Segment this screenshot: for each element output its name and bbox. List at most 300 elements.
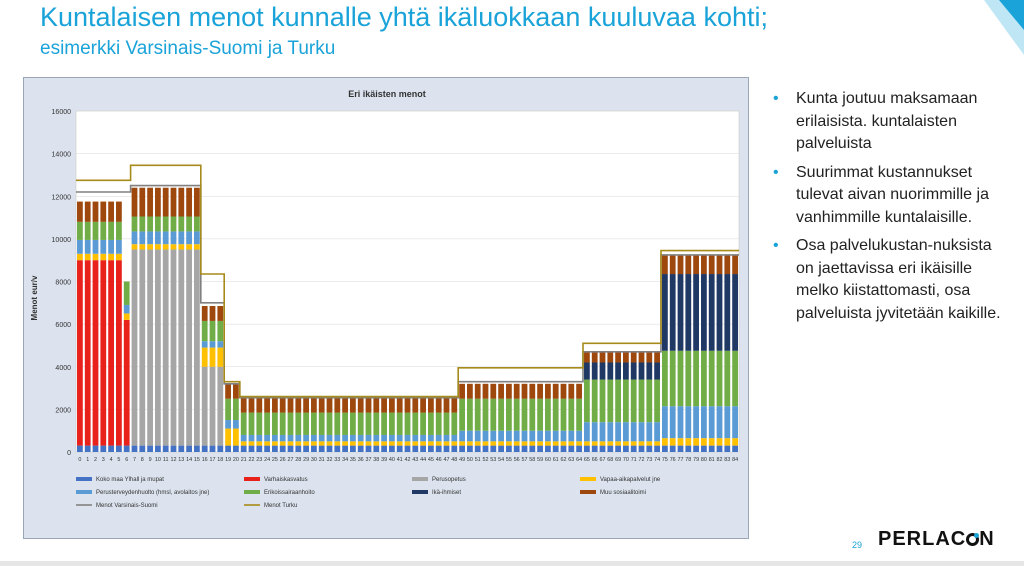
bar-segment bbox=[506, 399, 512, 431]
bar-segment bbox=[412, 398, 418, 413]
bar-segment bbox=[646, 352, 652, 363]
x-tick-label: 57 bbox=[521, 457, 528, 463]
bar-segment bbox=[678, 351, 684, 406]
bar-segment bbox=[194, 231, 200, 244]
x-tick-label: 65 bbox=[583, 457, 590, 463]
bar-segment bbox=[654, 446, 660, 452]
bar-segment bbox=[459, 441, 465, 445]
bar-segment bbox=[623, 446, 629, 452]
bar-segment bbox=[93, 240, 99, 254]
bar-segment bbox=[108, 240, 114, 254]
x-tick-label: 31 bbox=[318, 457, 325, 463]
legend-item bbox=[76, 503, 158, 509]
bar-segment bbox=[171, 231, 177, 244]
x-tick-label: 71 bbox=[630, 457, 637, 463]
x-tick-label: 63 bbox=[568, 457, 575, 463]
x-tick-label: 77 bbox=[677, 457, 684, 463]
x-tick-label: 36 bbox=[357, 457, 364, 463]
x-tick-label: 16 bbox=[201, 457, 208, 463]
bar-segment bbox=[436, 441, 442, 445]
y-axis-label: Menot eur/v bbox=[30, 275, 39, 321]
bar-segment bbox=[100, 240, 106, 254]
x-tick-label: 46 bbox=[435, 457, 442, 463]
bar-segment bbox=[186, 446, 192, 452]
bar-segment bbox=[607, 352, 613, 363]
bar-segment bbox=[654, 380, 660, 423]
bar-segment bbox=[498, 384, 504, 399]
bar-segment bbox=[654, 362, 660, 379]
x-tick-label: 5 bbox=[117, 457, 121, 463]
bar-segment bbox=[241, 398, 247, 413]
bar-segment bbox=[436, 413, 442, 435]
bar-segment bbox=[553, 431, 559, 442]
bar-segment bbox=[194, 216, 200, 231]
bar-segment bbox=[592, 441, 598, 445]
bar-segment bbox=[709, 438, 715, 445]
x-tick-label: 25 bbox=[271, 457, 278, 463]
bar-segment bbox=[568, 384, 574, 399]
bar-segment bbox=[576, 431, 582, 442]
bar-segment bbox=[685, 274, 691, 351]
x-tick-label: 68 bbox=[607, 457, 614, 463]
bar-segment bbox=[264, 441, 270, 445]
bar-segment bbox=[389, 446, 395, 452]
bar-segment bbox=[295, 446, 301, 452]
x-tick-label: 61 bbox=[552, 457, 559, 463]
bar-segment bbox=[217, 348, 223, 367]
bar-segment bbox=[311, 446, 317, 452]
bar-segment bbox=[459, 384, 465, 399]
bar-segment bbox=[506, 384, 512, 399]
bar-segment bbox=[639, 446, 645, 452]
bar-segment bbox=[163, 231, 169, 244]
bar-segment bbox=[210, 306, 216, 321]
x-tick-label: 79 bbox=[693, 457, 700, 463]
bar-segment bbox=[623, 380, 629, 423]
x-tick-label: 81 bbox=[708, 457, 715, 463]
bar-segment bbox=[639, 380, 645, 423]
bar-segment bbox=[717, 274, 723, 351]
bar-segment bbox=[358, 398, 364, 413]
bar-segment bbox=[77, 446, 83, 452]
bar-segment bbox=[202, 367, 208, 446]
bar-segment bbox=[623, 422, 629, 441]
bar-segment bbox=[358, 446, 364, 452]
x-tick-label: 58 bbox=[529, 457, 536, 463]
bar-segment bbox=[319, 446, 325, 452]
x-tick-label: 70 bbox=[622, 457, 629, 463]
x-tick-label: 51 bbox=[474, 457, 481, 463]
bar-segment bbox=[592, 362, 598, 379]
bar-segment bbox=[444, 435, 450, 441]
bar-segment bbox=[678, 274, 684, 351]
bar-segment bbox=[561, 441, 567, 445]
bar-segment bbox=[732, 255, 738, 274]
bar-segment bbox=[358, 441, 364, 445]
bar-segment bbox=[584, 380, 590, 423]
bar-segment bbox=[607, 362, 613, 379]
bar-segment bbox=[639, 441, 645, 445]
bar-segment bbox=[93, 254, 99, 260]
bar-segment bbox=[412, 441, 418, 445]
bar-segment bbox=[592, 422, 598, 441]
bar-segment bbox=[467, 399, 473, 431]
bar-segment bbox=[85, 240, 91, 254]
bar-segment bbox=[631, 441, 637, 445]
bar-segment bbox=[373, 435, 379, 441]
bar-segment bbox=[451, 435, 457, 441]
bar-segment bbox=[537, 384, 543, 399]
legend-swatch bbox=[76, 477, 92, 481]
x-tick-label: 84 bbox=[732, 457, 739, 463]
bar-segment bbox=[701, 351, 707, 406]
bar-segment bbox=[701, 274, 707, 351]
bar-segment bbox=[475, 399, 481, 431]
bar-segment bbox=[225, 384, 231, 399]
bar-segment bbox=[576, 441, 582, 445]
bar-segment bbox=[139, 446, 145, 452]
bar-segment bbox=[561, 446, 567, 452]
bar-segment bbox=[678, 255, 684, 274]
legend-swatch bbox=[580, 477, 596, 481]
bar-segment bbox=[631, 352, 637, 363]
bar-segment bbox=[670, 446, 676, 452]
legend-swatch bbox=[580, 490, 596, 494]
bar-segment bbox=[147, 216, 153, 231]
bar-segment bbox=[709, 255, 715, 274]
bar-segment bbox=[389, 441, 395, 445]
bar-segment bbox=[381, 446, 387, 452]
bar-segment bbox=[186, 216, 192, 231]
x-tick-label: 22 bbox=[248, 457, 255, 463]
y-tick-label: 6000 bbox=[55, 322, 71, 330]
x-tick-label: 47 bbox=[443, 457, 450, 463]
bar-segment bbox=[249, 441, 255, 445]
bar-segment bbox=[701, 255, 707, 274]
bar-segment bbox=[311, 398, 317, 413]
bar-segment bbox=[132, 250, 138, 446]
bar-segment bbox=[100, 202, 106, 222]
bar-segment bbox=[490, 431, 496, 442]
bar-segment bbox=[623, 362, 629, 379]
bar-segment bbox=[171, 216, 177, 231]
bar-segment bbox=[412, 413, 418, 435]
bullet-dot-icon: • bbox=[773, 163, 779, 181]
bar-segment bbox=[506, 441, 512, 445]
bar-segment bbox=[670, 351, 676, 406]
bar-segment bbox=[529, 446, 535, 452]
y-tick-label: 12000 bbox=[51, 194, 71, 202]
bar-segment bbox=[366, 441, 372, 445]
bar-segment bbox=[490, 446, 496, 452]
bar-segment bbox=[607, 422, 613, 441]
x-tick-label: 24 bbox=[264, 457, 271, 463]
bar-segment bbox=[467, 384, 473, 399]
bar-segment bbox=[724, 351, 730, 406]
bar-segment bbox=[483, 431, 489, 442]
x-tick-label: 13 bbox=[178, 457, 185, 463]
x-tick-label: 74 bbox=[654, 457, 661, 463]
x-tick-label: 38 bbox=[373, 457, 380, 463]
x-tick-label: 39 bbox=[381, 457, 388, 463]
bar-segment bbox=[732, 446, 738, 452]
chart-container bbox=[23, 77, 749, 539]
bar-segment bbox=[350, 446, 356, 452]
bar-segment bbox=[483, 446, 489, 452]
corner-decoration-icon bbox=[964, 0, 1024, 60]
bar-segment bbox=[233, 429, 239, 446]
bar-segment bbox=[155, 188, 161, 217]
bar-segment bbox=[678, 446, 684, 452]
x-tick-label: 69 bbox=[615, 457, 622, 463]
bar-segment bbox=[584, 446, 590, 452]
bar-segment bbox=[358, 413, 364, 435]
legend-swatch bbox=[412, 490, 428, 494]
bar-segment bbox=[256, 446, 262, 452]
bar-segment bbox=[327, 398, 333, 413]
bar-segment bbox=[272, 398, 278, 413]
bar-segment bbox=[522, 441, 528, 445]
bullet-dot-icon: • bbox=[773, 237, 779, 254]
bar-segment bbox=[436, 435, 442, 441]
bar-segment bbox=[584, 362, 590, 379]
x-tick-label: 49 bbox=[459, 457, 466, 463]
bar-segment bbox=[490, 399, 496, 431]
bar-segment bbox=[233, 420, 239, 429]
x-tick-label: 66 bbox=[591, 457, 598, 463]
bar-segment bbox=[85, 446, 91, 452]
bar-segment bbox=[373, 446, 379, 452]
bar-segment bbox=[709, 446, 715, 452]
bar-segment bbox=[366, 446, 372, 452]
bar-segment bbox=[217, 321, 223, 341]
x-tick-label: 67 bbox=[599, 457, 606, 463]
bar-segment bbox=[155, 250, 161, 446]
x-tick-label: 21 bbox=[240, 457, 247, 463]
bar-segment bbox=[701, 438, 707, 445]
bar-segment bbox=[163, 188, 169, 217]
bar-segment bbox=[163, 446, 169, 452]
bar-segment bbox=[553, 399, 559, 431]
bar-segment bbox=[724, 438, 730, 445]
bar-segment bbox=[397, 398, 403, 413]
bar-segment bbox=[600, 352, 606, 363]
bar-segment bbox=[139, 231, 145, 244]
bar-segment bbox=[319, 441, 325, 445]
x-tick-label: 50 bbox=[466, 457, 473, 463]
bar-segment bbox=[280, 413, 286, 435]
x-tick-label: 33 bbox=[334, 457, 341, 463]
bar-segment bbox=[615, 380, 621, 423]
bar-segment bbox=[132, 216, 138, 231]
x-tick-label: 0 bbox=[78, 457, 82, 463]
bar-segment bbox=[678, 406, 684, 438]
bullet-dot-icon: • bbox=[773, 90, 779, 107]
bar-segment bbox=[116, 254, 122, 260]
x-tick-label: 64 bbox=[576, 457, 583, 463]
bar-segment bbox=[717, 255, 723, 274]
bullet-item bbox=[770, 162, 1010, 230]
legend-item bbox=[76, 490, 209, 496]
bar-segment bbox=[545, 399, 551, 431]
bar-segment bbox=[217, 367, 223, 446]
bar-segment bbox=[272, 413, 278, 435]
bar-segment bbox=[171, 250, 177, 446]
bar-segment bbox=[459, 399, 465, 431]
bar-segment bbox=[178, 231, 184, 244]
bar-segment bbox=[132, 244, 138, 249]
bar-segment bbox=[288, 435, 294, 441]
bar-segment bbox=[561, 384, 567, 399]
bar-segment bbox=[514, 441, 520, 445]
bar-segment bbox=[444, 398, 450, 413]
bar-segment bbox=[662, 255, 668, 274]
bar-segment bbox=[381, 435, 387, 441]
bar-segment bbox=[607, 446, 613, 452]
bar-segment bbox=[264, 413, 270, 435]
x-tick-label: 2 bbox=[94, 457, 97, 463]
bar-segment bbox=[428, 446, 434, 452]
bar-segment bbox=[545, 431, 551, 442]
bar-segment bbox=[498, 399, 504, 431]
bar-segment bbox=[116, 446, 122, 452]
bar-segment bbox=[178, 188, 184, 217]
bar-segment bbox=[85, 222, 91, 240]
bar-segment bbox=[654, 441, 660, 445]
bar-segment bbox=[568, 441, 574, 445]
bar-segment bbox=[256, 398, 262, 413]
legend-swatch bbox=[76, 490, 92, 494]
bar-segment bbox=[405, 398, 411, 413]
bar-segment bbox=[233, 384, 239, 399]
bar-segment bbox=[709, 274, 715, 351]
x-tick-label: 52 bbox=[482, 457, 489, 463]
bar-segment bbox=[646, 441, 652, 445]
y-tick-label: 2000 bbox=[55, 407, 71, 415]
bar-segment bbox=[451, 398, 457, 413]
bar-segment bbox=[600, 362, 606, 379]
bar-segment bbox=[537, 431, 543, 442]
bar-segment bbox=[436, 446, 442, 452]
legend-item bbox=[412, 477, 466, 483]
bar-segment bbox=[311, 413, 317, 435]
bar-segment bbox=[108, 446, 114, 452]
bar-segment bbox=[475, 384, 481, 399]
bar-segment bbox=[498, 431, 504, 442]
bar-segment bbox=[116, 202, 122, 222]
bar-segment bbox=[139, 216, 145, 231]
bar-segment bbox=[210, 321, 216, 341]
x-tick-label: 75 bbox=[661, 457, 668, 463]
bar-segment bbox=[459, 446, 465, 452]
bar-segment bbox=[545, 446, 551, 452]
bar-segment bbox=[600, 446, 606, 452]
bar-segment bbox=[303, 413, 309, 435]
logo-o-icon bbox=[966, 533, 979, 546]
bar-segment bbox=[646, 362, 652, 379]
x-tick-label: 55 bbox=[505, 457, 512, 463]
bar-segment bbox=[225, 420, 231, 429]
bar-segment bbox=[693, 446, 699, 452]
bar-segment bbox=[685, 255, 691, 274]
bar-segment bbox=[537, 441, 543, 445]
x-tick-label: 18 bbox=[217, 457, 224, 463]
legend-item bbox=[244, 503, 297, 509]
bar-segment bbox=[77, 260, 83, 445]
x-tick-label: 1 bbox=[86, 457, 90, 463]
bar-segment bbox=[444, 446, 450, 452]
y-tick-label: 16000 bbox=[51, 109, 71, 116]
logo-text-end: N bbox=[979, 528, 995, 550]
y-tick-label: 0 bbox=[67, 450, 71, 457]
x-tick-label: 60 bbox=[544, 457, 551, 463]
legend-item bbox=[244, 477, 308, 483]
bar-segment bbox=[171, 446, 177, 452]
bar-segment bbox=[272, 446, 278, 452]
x-tick-label: 40 bbox=[388, 457, 395, 463]
bar-segment bbox=[654, 352, 660, 363]
x-tick-label: 27 bbox=[287, 457, 294, 463]
bar-segment bbox=[210, 341, 216, 347]
x-tick-label: 80 bbox=[700, 457, 707, 463]
legend-item bbox=[580, 477, 661, 483]
bar-segment bbox=[717, 446, 723, 452]
bar-segment bbox=[693, 438, 699, 445]
bar-segment bbox=[225, 429, 231, 446]
bar-segment bbox=[662, 446, 668, 452]
bar-segment bbox=[615, 352, 621, 363]
bar-segment bbox=[202, 306, 208, 321]
bar-segment bbox=[514, 384, 520, 399]
bar-segment bbox=[405, 446, 411, 452]
bar-segment bbox=[334, 446, 340, 452]
bar-segment bbox=[545, 441, 551, 445]
bar-segment bbox=[217, 341, 223, 347]
bar-segment bbox=[85, 260, 91, 445]
x-tick-label: 53 bbox=[490, 457, 497, 463]
bar-segment bbox=[397, 413, 403, 435]
bar-segment bbox=[210, 348, 216, 367]
bar-segment bbox=[607, 441, 613, 445]
bar-segment bbox=[311, 441, 317, 445]
bar-segment bbox=[662, 274, 668, 351]
bar-segment bbox=[163, 244, 169, 249]
bar-segment bbox=[225, 446, 231, 452]
y-tick-label: 8000 bbox=[55, 279, 71, 287]
bar-segment bbox=[654, 422, 660, 441]
bar-segment bbox=[249, 435, 255, 441]
bar-segment bbox=[693, 406, 699, 438]
bar-segment bbox=[685, 406, 691, 438]
bar-segment bbox=[732, 351, 738, 406]
x-tick-label: 14 bbox=[186, 457, 193, 463]
bar-segment bbox=[280, 441, 286, 445]
bar-segment bbox=[334, 441, 340, 445]
bar-segment bbox=[327, 435, 333, 441]
bar-segment bbox=[241, 413, 247, 435]
x-tick-label: 42 bbox=[404, 457, 411, 463]
x-tick-label: 44 bbox=[420, 457, 427, 463]
bar-segment bbox=[717, 351, 723, 406]
bar-segment bbox=[397, 441, 403, 445]
legend-swatch bbox=[244, 477, 260, 481]
bar-segment bbox=[529, 431, 535, 442]
bar-segment bbox=[724, 274, 730, 351]
bar-segment bbox=[709, 351, 715, 406]
bar-segment bbox=[366, 398, 372, 413]
bar-segment bbox=[186, 188, 192, 217]
bar-segment bbox=[389, 398, 395, 413]
